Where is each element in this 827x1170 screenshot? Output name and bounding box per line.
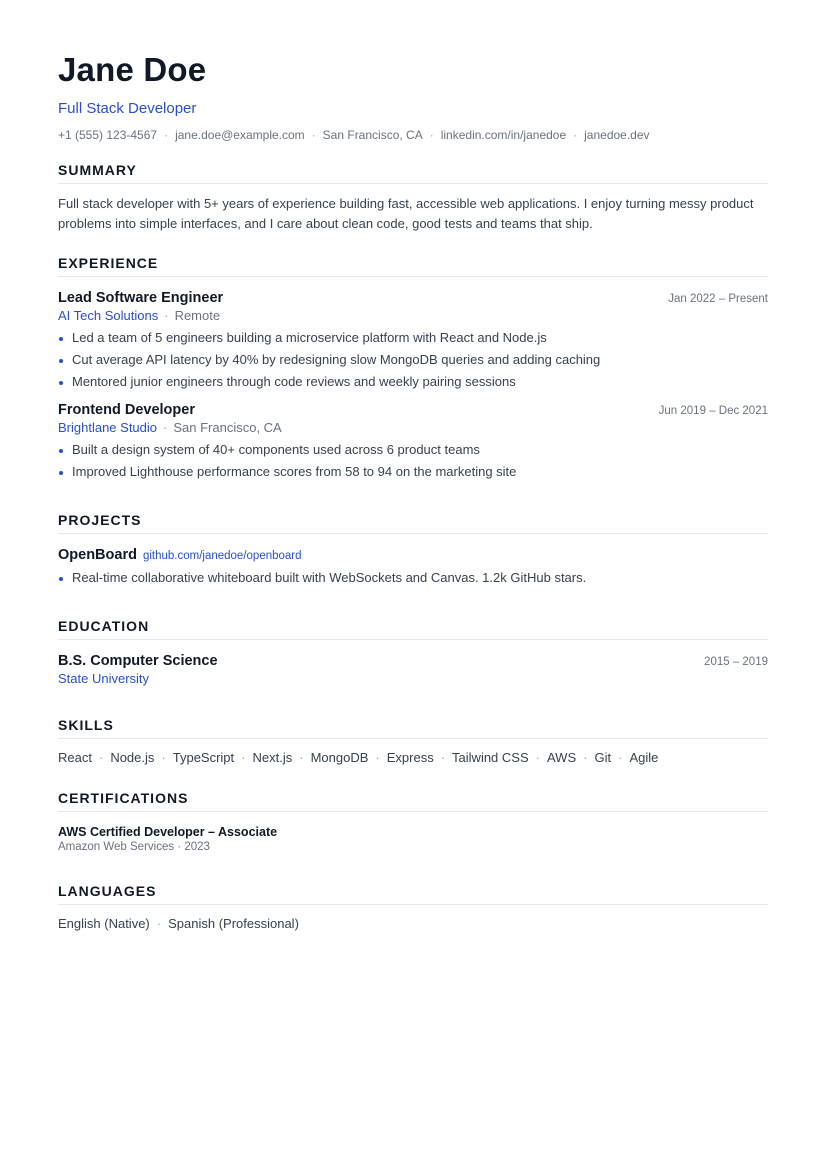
contact-email[interactable]: jane.doe@example.com bbox=[175, 128, 305, 142]
separator: · bbox=[311, 128, 316, 142]
job-location: Remote bbox=[174, 308, 221, 323]
job-entry bbox=[58, 289, 768, 393]
separator: · bbox=[161, 750, 166, 765]
separator: · bbox=[156, 916, 162, 931]
contact-location: San Francisco, CA bbox=[322, 128, 423, 142]
candidate-title: Full Stack Developer bbox=[58, 100, 197, 117]
certification-meta: Amazon Web Services · 2023 bbox=[58, 841, 210, 853]
section-heading: CERTIFICATIONS bbox=[58, 791, 768, 812]
separator: · bbox=[618, 750, 623, 765]
bullet-item: Mentored junior engineers through code reviews and weekly pairing sessions bbox=[58, 371, 768, 393]
candidate-name: Jane Doe bbox=[58, 51, 207, 88]
skills-list bbox=[58, 749, 768, 767]
project-bullets bbox=[58, 567, 768, 589]
section-heading: EDUCATION bbox=[58, 619, 768, 640]
section-heading: SKILLS bbox=[58, 718, 768, 739]
language-item: English (Native) bbox=[58, 916, 150, 931]
job-bullets bbox=[58, 439, 768, 483]
project-name: OpenBoard bbox=[58, 547, 137, 563]
education-date: 2015 – 2019 bbox=[704, 656, 768, 668]
skill-item: AWS bbox=[546, 750, 577, 765]
education-section bbox=[58, 619, 768, 688]
bullet-item: Improved Lighthouse performance scores from 58 to 94 on the marketing site bbox=[58, 461, 768, 483]
job-company: Brightlane Studio bbox=[58, 420, 158, 435]
separator: · bbox=[573, 128, 578, 142]
contact-phone: +1 (555) 123-4567 bbox=[58, 128, 158, 142]
skill-item: React bbox=[58, 750, 92, 765]
contact-line bbox=[58, 129, 768, 141]
job-bullets bbox=[58, 327, 768, 393]
skill-item: TypeScript bbox=[172, 750, 235, 765]
project-link[interactable]: github.com/janedoe/openboard bbox=[142, 550, 302, 562]
certifications-section bbox=[58, 791, 768, 855]
education-entry bbox=[58, 652, 768, 688]
job-title: Frontend Developer bbox=[58, 402, 195, 418]
bullet-item: Built a design system of 40+ components used across 6 product teams bbox=[58, 439, 768, 461]
separator: · bbox=[583, 750, 588, 765]
skills-section bbox=[58, 718, 768, 767]
skill-item: Tailwind CSS bbox=[452, 750, 529, 765]
separator: · bbox=[429, 128, 434, 142]
job-company: AI Tech Solutions bbox=[58, 308, 159, 323]
experience-section bbox=[58, 256, 768, 483]
job-title: Lead Software Engineer bbox=[58, 290, 224, 306]
skill-item: Agile bbox=[629, 750, 659, 765]
separator: · bbox=[163, 420, 168, 435]
language-item: Spanish (Professional) bbox=[168, 916, 299, 931]
contact-linkedin[interactable]: linkedin.com/in/janedoe bbox=[440, 128, 567, 142]
contact-website[interactable]: janedoe.dev bbox=[584, 128, 650, 142]
skill-item: Express bbox=[386, 750, 434, 765]
summary-text: Full stack developer with 5+ years of experience building fast, accessible web applications. I enjoy turning messy product problems into simple interfaces, and I care about clean code, good tests and teams that ship. bbox=[58, 196, 754, 231]
separator: · bbox=[98, 750, 104, 765]
project-entry bbox=[58, 546, 768, 565]
job-entry bbox=[58, 401, 768, 483]
summary-section bbox=[58, 163, 768, 234]
section-heading: EXPERIENCE bbox=[58, 256, 768, 277]
separator: · bbox=[241, 750, 246, 765]
projects-section bbox=[58, 513, 768, 589]
resume-header bbox=[58, 53, 768, 141]
skill-item: Git bbox=[594, 750, 612, 765]
separator: · bbox=[440, 750, 446, 765]
separator: · bbox=[375, 750, 380, 765]
skill-item: MongoDB bbox=[310, 750, 369, 765]
skill-item: Node.js bbox=[110, 750, 155, 765]
section-heading: PROJECTS bbox=[58, 513, 768, 534]
job-date: Jan 2022 – Present bbox=[668, 293, 768, 305]
separator: · bbox=[164, 308, 169, 323]
degree: B.S. Computer Science bbox=[58, 653, 218, 669]
section-heading: SUMMARY bbox=[58, 163, 768, 184]
job-date: Jun 2019 – Dec 2021 bbox=[658, 405, 768, 417]
separator: · bbox=[535, 750, 540, 765]
bullet-item: Real-time collaborative whiteboard built with WebSockets and Canvas. 1.2k GitHub stars. bbox=[58, 567, 768, 589]
certification-name: AWS Certified Developer – Associate bbox=[58, 825, 278, 839]
bullet-item: Led a team of 5 engineers building a microservice platform with React and Node.js bbox=[58, 327, 768, 349]
bullet-item: Cut average API latency by 40% by redesigning slow MongoDB queries and adding caching bbox=[58, 349, 768, 371]
school: State University bbox=[58, 671, 150, 686]
languages-section bbox=[58, 884, 768, 933]
section-heading: LANGUAGES bbox=[58, 884, 768, 905]
separator: · bbox=[299, 750, 304, 765]
separator: · bbox=[164, 128, 169, 142]
languages-list bbox=[58, 915, 768, 933]
skill-item: Next.js bbox=[252, 750, 293, 765]
job-location: San Francisco, CA bbox=[173, 420, 282, 435]
